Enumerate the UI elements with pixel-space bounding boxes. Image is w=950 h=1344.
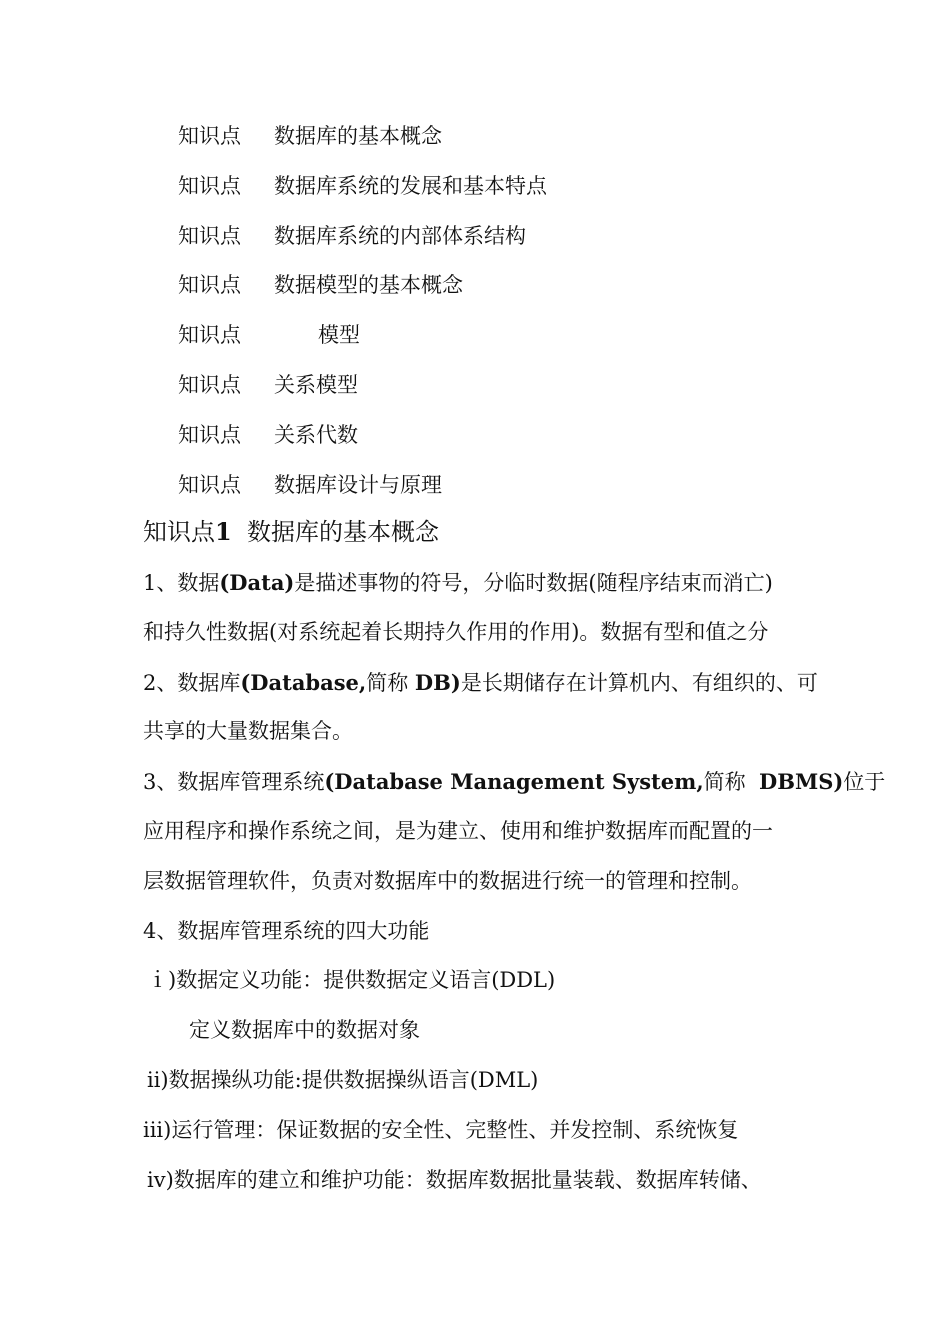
text-run: 1、数据 <box>143 571 220 595</box>
section-content <box>143 510 886 1205</box>
toc-item-title: 数据库系统的内部体系结构 <box>274 223 526 248</box>
toc-item-title: 数据库系统的发展和基本特点 <box>274 173 547 198</box>
toc-item-title: 关系模型 <box>274 372 358 397</box>
paragraph-line <box>143 658 823 708</box>
text-run: ⅱ)数据操纵功能:提供数据操纵语言(DML) <box>147 1067 539 1092</box>
toc-item <box>178 317 547 367</box>
toc-item-label: 知识点 <box>178 223 241 248</box>
toc-item <box>178 168 547 218</box>
paragraph-line <box>143 757 886 807</box>
list-item <box>143 1156 823 1206</box>
paragraph-line <box>143 857 823 907</box>
text-run: 应用程序和操作系统之间，是为建立、使用和维护数据库而配置的一 <box>143 818 773 843</box>
text-run: 位于 <box>843 770 886 795</box>
text-run: 简称 <box>703 770 759 795</box>
section-heading <box>143 510 823 558</box>
text-run: 共享的大量数据集合。 <box>143 719 353 744</box>
toc-item <box>178 118 547 168</box>
toc-item-title: 关系代数 <box>274 422 358 447</box>
text-run: 4、数据库管理系统的四大功能 <box>143 918 430 943</box>
toc-item <box>178 417 547 467</box>
text-run: 简称 <box>366 670 415 695</box>
paragraph-line <box>143 907 823 957</box>
text-run-bold: (Database Management System, <box>324 769 704 795</box>
toc-item-title: 模型 <box>318 323 360 348</box>
text-run-bold: DBMS) <box>759 769 844 795</box>
paragraph-line <box>143 707 823 757</box>
text-run: 2、数据库 <box>143 670 241 695</box>
toc-item-label: 知识点 <box>178 472 241 497</box>
toc-item <box>178 267 547 317</box>
toc-item-label: 知识点 <box>178 372 241 397</box>
paragraph-line <box>143 558 823 608</box>
toc-item-label: 知识点 <box>178 422 241 447</box>
toc-item-label: 知识点 <box>178 124 241 148</box>
section-heading-prefix: 知识点 <box>143 518 215 546</box>
text-run: 和持久性数据(对系统起着长期持久作用的作用)。数据有型和值之分 <box>143 619 769 644</box>
toc-item-label: 知识点 <box>178 273 241 298</box>
list-item <box>143 1056 823 1106</box>
toc-item-title: 数据库的基本概念 <box>274 124 442 148</box>
section-heading-number: 1 <box>215 517 232 546</box>
text-run: 是长期储存在计算机内、有组织的、可 <box>460 670 818 695</box>
text-run: iii)运行管理：保证数据的安全性、完整性、并发控制、系统恢复 <box>143 1117 739 1142</box>
toc-item <box>178 218 547 268</box>
table-of-contents <box>178 118 547 516</box>
section-heading-title: 数据库的基本概念 <box>246 518 439 546</box>
text-run: 是描述事物的符号，分临时数据(随程序结束而消亡) <box>294 571 773 595</box>
text-run: 3、数据库管理系统 <box>143 770 325 795</box>
paragraph-line <box>143 807 823 857</box>
toc-item-title: 数据库设计与原理 <box>274 472 442 497</box>
toc-item <box>178 367 547 417</box>
text-run: 定义数据库中的数据对象 <box>189 1018 420 1043</box>
list-item <box>143 1106 823 1156</box>
toc-item-title: 数据模型的基本概念 <box>274 273 463 298</box>
list-item-detail <box>143 1006 823 1056</box>
text-run-bold: (Data) <box>219 570 295 595</box>
list-item <box>143 956 823 1006</box>
text-run: ｉ)数据定义功能：提供数据定义语言(DDL) <box>147 968 556 993</box>
toc-item-label: 知识点 <box>178 323 241 348</box>
text-run: ⅳ)数据库的建立和维护功能：数据库数据批量装载、数据库转储、 <box>147 1167 762 1192</box>
text-run-bold: (Database, <box>240 669 367 695</box>
text-run-bold: DB) <box>414 669 461 695</box>
toc-item <box>178 467 547 517</box>
toc-item-label: 知识点 <box>178 173 241 198</box>
text-run: 层数据管理软件，负责对数据库中的数据进行统一的管理和控制。 <box>143 868 752 893</box>
paragraph-line <box>143 608 823 658</box>
